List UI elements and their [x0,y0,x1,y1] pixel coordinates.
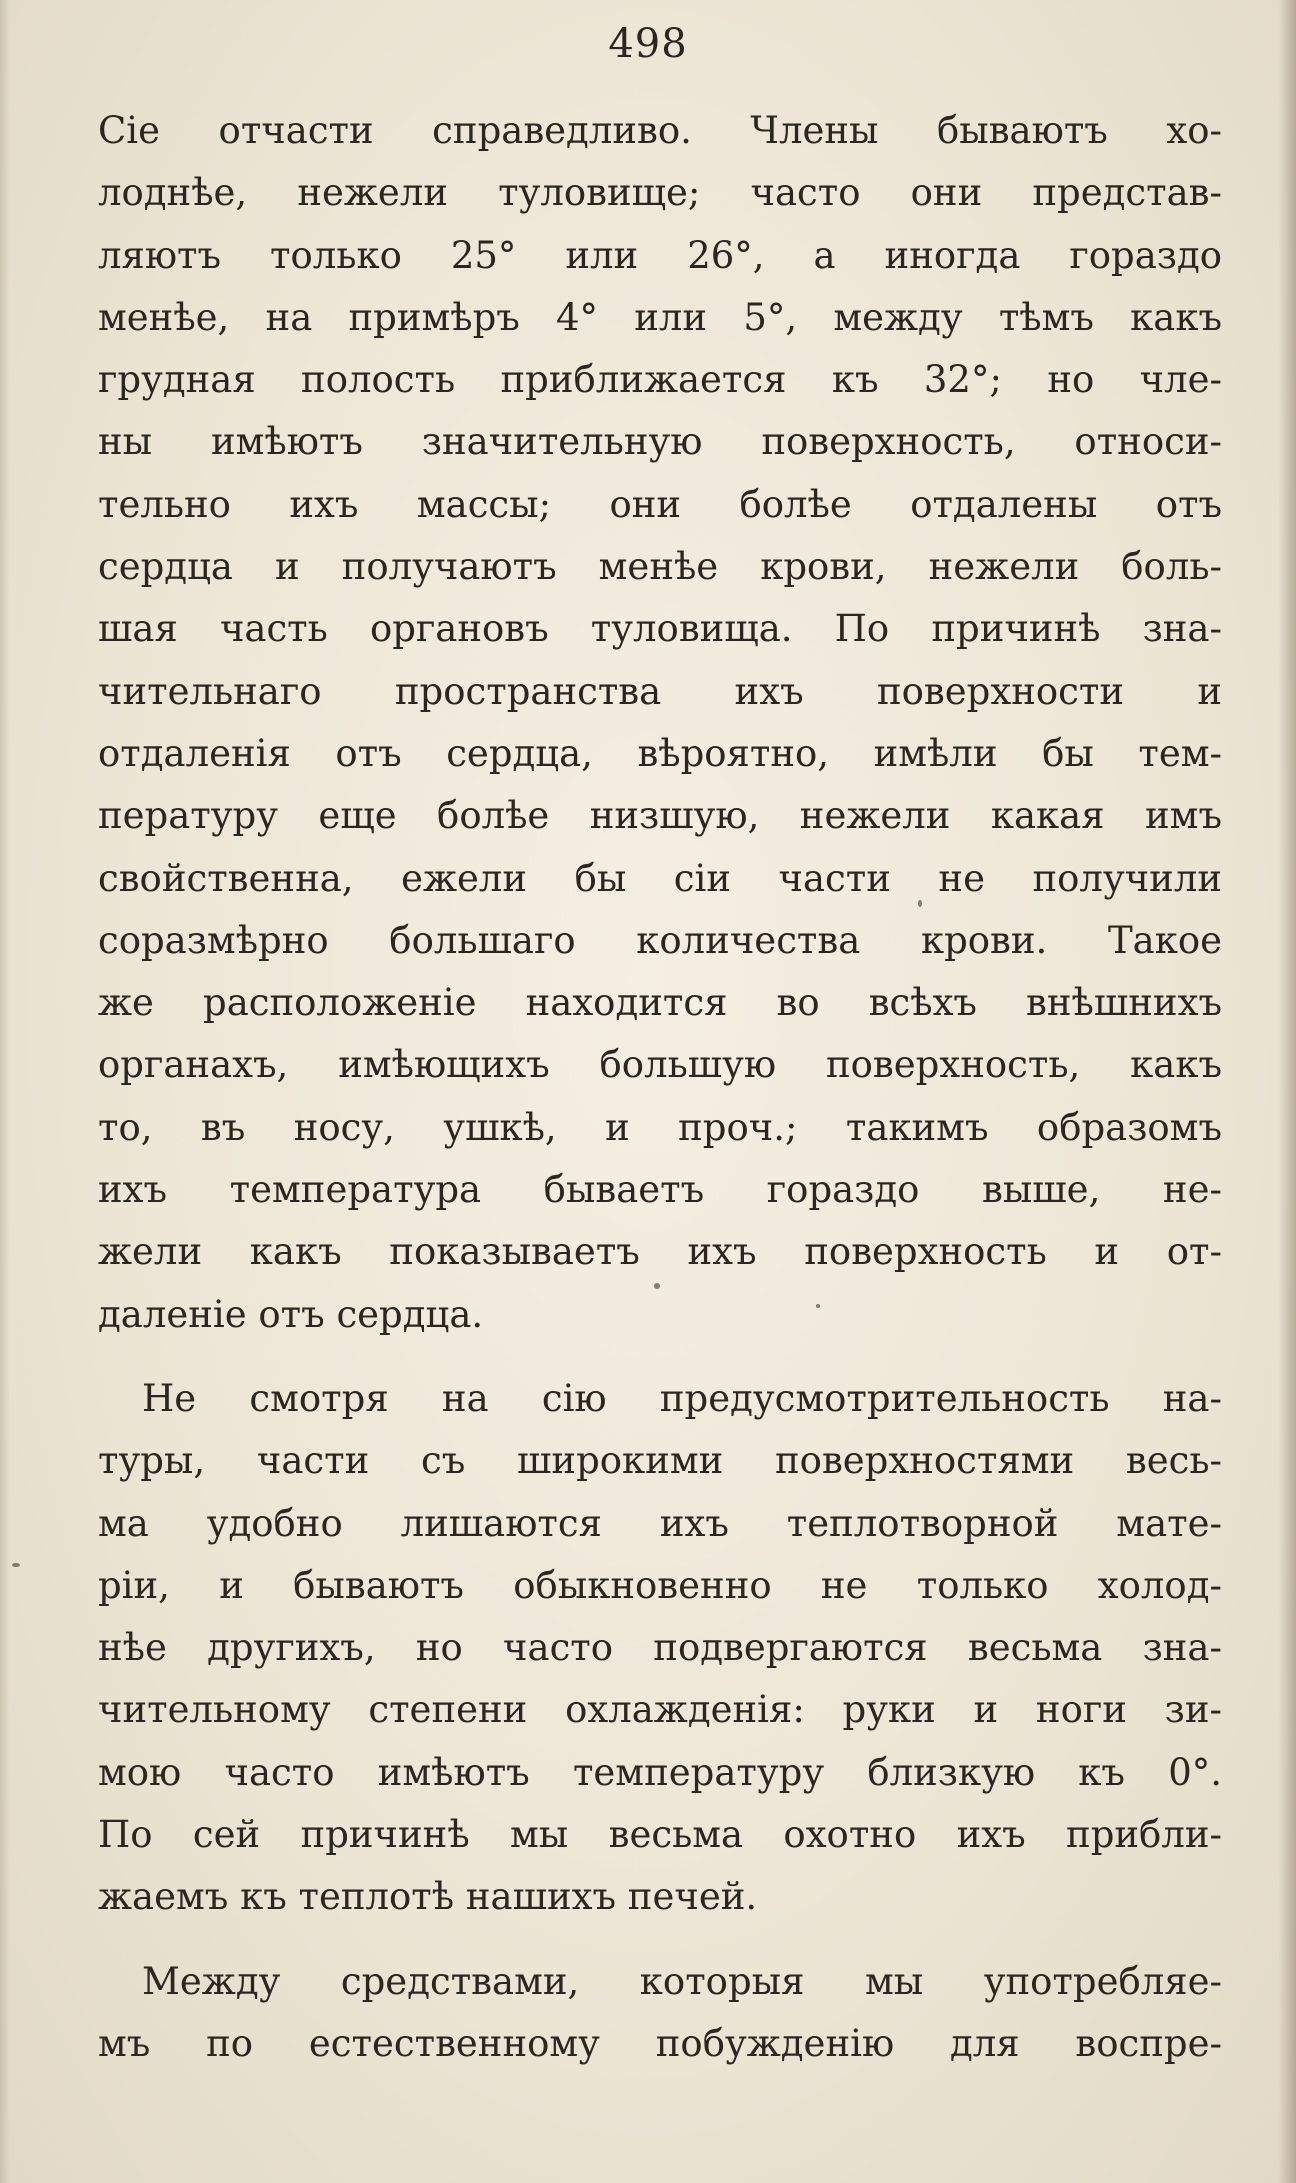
text-line: По сей причинѣ мы весьма охотно ихъ прибли- [98,1813,1222,1857]
text-line: ихъ температура бываетъ гораздо выше, не- [98,1168,1222,1212]
ink-speck [816,1304,820,1308]
ink-speck [918,900,922,907]
text-line: мою часто имѣютъ температуру близкую къ 0°. [98,1750,1222,1794]
text-line: органахъ, имѣющихъ большую поверхность, какъ [98,1043,1222,1087]
text-line: даленіе отъ сердца. [98,1292,484,1336]
text-line: шая часть органовъ туловища. По причинѣ зна- [98,607,1222,651]
page-number: 498 [608,21,688,67]
page-edge-shadow-left [0,0,10,2183]
text-line: лоднѣе, нежели туловище; часто они представ- [98,171,1222,215]
page-edge-shadow-right [1278,0,1296,2183]
text-line: ляютъ только 25° или 26°, а иногда гораздо [98,233,1222,277]
text-line: чительнаго пространства ихъ поверхности и [98,669,1222,713]
text-line: Не смотря на сію предусмотрительность на- [142,1376,1222,1420]
text-line: отдаленія отъ сердца, вѣроятно, имѣли бы тем- [98,731,1222,775]
paragraph-1 [98,100,1222,1346]
text-line: свойственна, ежели бы сіи части не получили [98,856,1222,900]
text-line: туры, части съ широкими поверхностями весь- [98,1439,1222,1483]
text-line: сердца и получаютъ менѣе крови, нежели боль- [98,545,1222,589]
paragraph-spacer [98,1346,1222,1368]
text-line: ма удобно лишаются ихъ теплотворной мате- [98,1501,1222,1545]
text-line: же расположеніе находится во всѣхъ внѣшнихъ [98,981,1222,1025]
body-text [98,100,1222,2075]
text-line: грудная полость приближается къ 32°; но чле- [98,358,1222,402]
paragraph-spacer [98,1929,1222,1951]
text-line: ріи, и бываютъ обыкновенно не только холод- [98,1563,1222,1607]
text-line: Между средствами, которыя мы употребляе- [142,1959,1222,2003]
text-line: пературу еще болѣе низшую, нежели какая имъ [98,794,1222,838]
text-line: нѣе другихъ, но часто подвергаются весьма зна- [98,1626,1222,1670]
ink-speck [12,1563,20,1567]
text-line: жаемъ къ теплотѣ нашихъ печей. [98,1875,758,1919]
text-line: тельно ихъ массы; они болѣе отдалены отъ [98,482,1222,526]
text-line: мъ по естественному побужденію для воспре- [98,2021,1222,2065]
text-line: соразмѣрно большаго количества крови. Такое [98,918,1222,962]
text-line: Сіе отчасти справедливо. Члены бываютъ хо- [98,109,1222,152]
text-line: чительному степени охлажденія: руки и ноги зи- [98,1688,1222,1732]
text-line: менѣе, на примѣръ 4° или 5°, между тѣмъ какъ [98,295,1222,339]
text-line: жели какъ показываетъ ихъ поверхность и от- [98,1230,1222,1274]
paragraph-3 [98,1951,1222,2076]
text-line: то, въ носу, ушкѣ, и проч.; такимъ образомъ [98,1105,1222,1149]
ink-speck [654,1283,660,1289]
paragraph-2 [98,1368,1222,1929]
text-line: ны имѣютъ значительную поверхность, относи- [98,420,1222,464]
